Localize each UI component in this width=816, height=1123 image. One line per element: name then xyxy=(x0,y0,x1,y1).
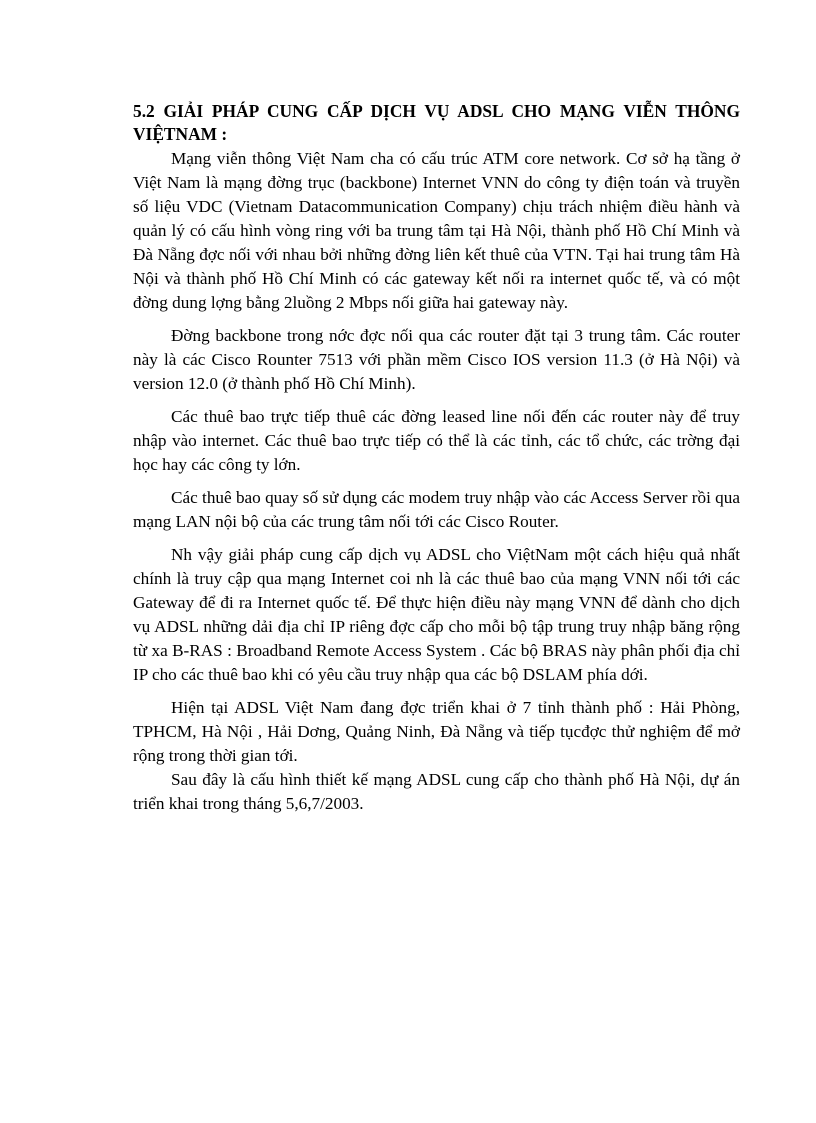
paragraph-hanoi-design: Sau đây là cấu hình thiết kế mạng ADSL cung cấp cho thành phố Hà Nội, dự án triển khai trong tháng 5,6,7/2003. xyxy=(133,770,740,813)
paragraph-network-overview: Mạng viễn thông Việt Nam cha có cấu trúc ATM core network. Cơ sở hạ tầng ở Việt Nam là mạng đờng trục (backbone) Internet VNN do công ty điện toán và truyền số liệu VDC (Vietnam Datacommunication Company) chịu trách nhiệm điều hành và quản lý có cấu hình vòng ring với ba trung tâm tại Hà Nội, thành phố Hồ Chí Minh và Đà Nẵng đợc nối với nhau bởi những đờng liên kết thuê của VTN. Tại hai trung tâm Hà Nội và thành phố Hồ Chí Minh có các gateway kết nối ra internet quốc tế, và có một đờng dung lợng bằng 2luồng 2 Mbps nối giữa hai gateway này. xyxy=(133,149,740,312)
document-page xyxy=(133,100,740,825)
paragraph-backbone-routers: Đờng backbone trong nớc đợc nối qua các router đặt tại 3 trung tâm. Các router này là các Cisco Rounter 7513 với phần mềm Cisco IOS version 11.3 (ở Hà Nội) và version 12.0 (ở thành phố Hồ Chí Minh). xyxy=(133,326,740,393)
paragraph-deployment-status: Hiện tại ADSL Việt Nam đang đợc triển khai ở 7 tỉnh thành phố : Hải Phòng, TPHCM, Hà Nội , Hải Dơng, Quảng Ninh, Đà Nẵng và tiếp tụcđợc thử nghiệm để mở rộng trong thời gian tới. xyxy=(133,698,740,765)
section-heading: 5.2 GIẢI PHÁP CUNG CẤP DỊCH VỤ ADSL CHO MẠNG VIỄN THÔNG VIỆTNAM : xyxy=(133,101,740,144)
paragraph-adsl-solution: Nh vậy giải pháp cung cấp dịch vụ ADSL cho ViệtNam một cách hiệu quả nhất chính là truy cập qua mạng Internet coi nh là các thuê bao của mạng VNN nối tới các Gateway để đi ra Internet quốc tế. Để thực hiện điều này mạng VNN để dành cho dịch vụ ADSL những dải địa chỉ IP riêng đợc cấp cho mỗi bộ tập trung truy nhập băng rộng từ xa B-RAS : Broadband Remote Access System . Các bộ BRAS này phân phối địa chỉ IP cho các thuê bao khi có yêu cầu truy nhập qua các bộ DSLAM phía dới. xyxy=(133,545,740,684)
paragraph-leased-line-subscribers: Các thuê bao trực tiếp thuê các đờng leased line nối đến các router này để truy nhập vào internet. Các thuê bao trực tiếp có thể là các tỉnh, các tổ chức, các trờng đại học hay các công ty lớn. xyxy=(133,407,740,474)
paragraph-dialup-subscribers: Các thuê bao quay số sử dụng các modem truy nhập vào các Access Server rồi qua mạng LAN nội bộ của các trung tâm nối tới các Cisco Router. xyxy=(133,488,740,531)
